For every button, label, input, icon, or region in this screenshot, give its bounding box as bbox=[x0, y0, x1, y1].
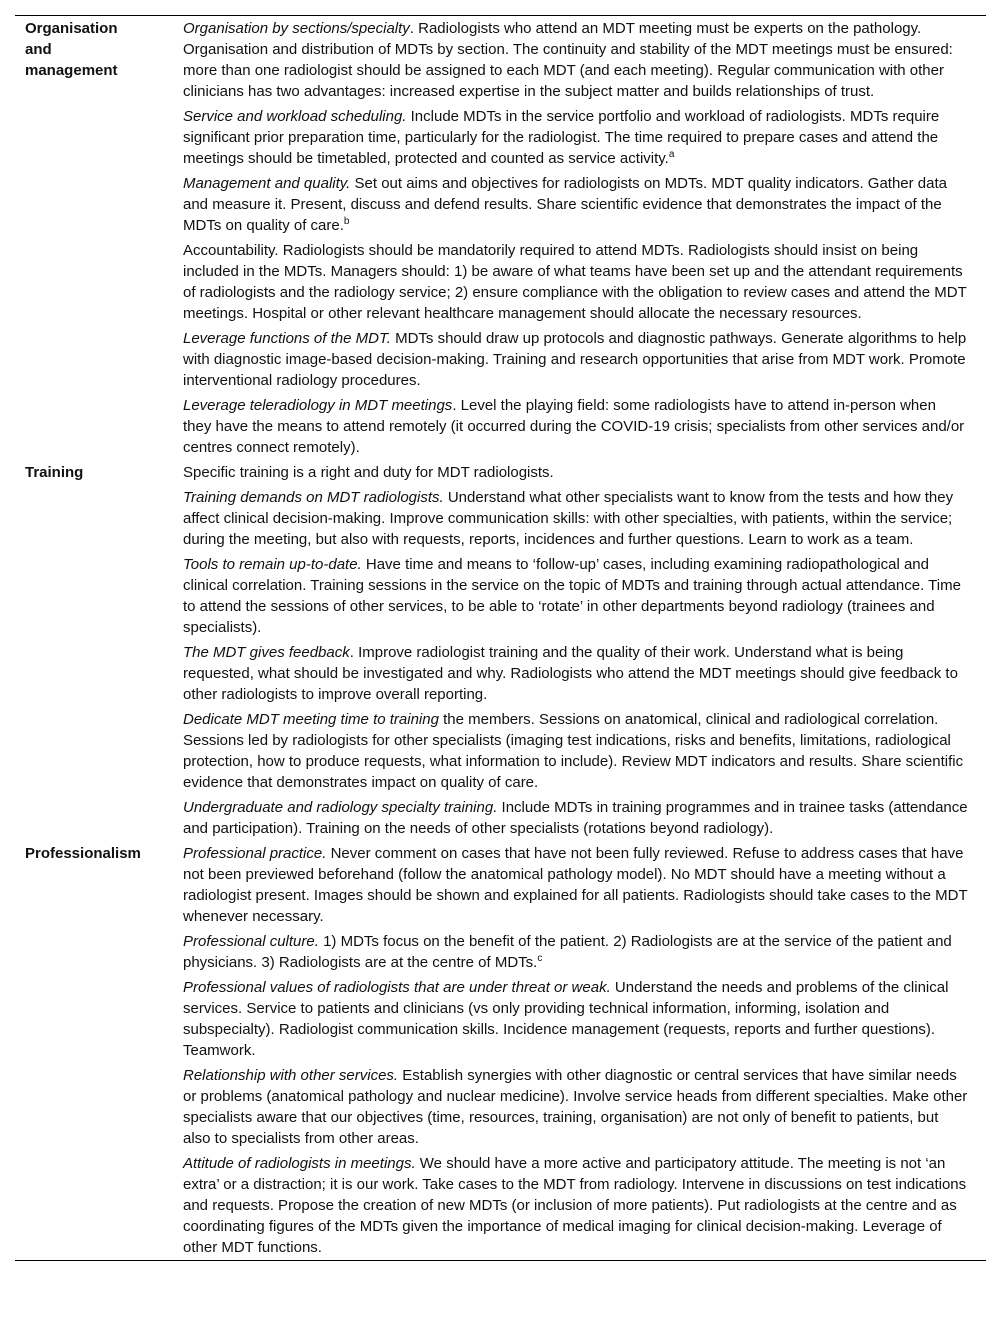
item-heading: Leverage teleradiology in MDT meetings bbox=[183, 397, 453, 414]
item-text: Set out aims and objectives for radiologists on MDTs. MDT quality indicators. Gather data and measure it. Present, discuss and defend results. Share scientific evidence that demonstrates the impact of the MDTs on quality of care. bbox=[183, 175, 948, 234]
table-row bbox=[15, 16, 986, 460]
item-text: Understand what other specialists want to know from the tests and how they affect clinical decision-making. Improve communication skills: with other specialties, with patients, within the service; during the meeting, but also with requests, reports, incidences and further questions. Learn to work as a team. bbox=[183, 489, 954, 548]
item-heading: Professional values of radiologists that are under threat or weak. bbox=[183, 979, 611, 996]
table bbox=[15, 16, 986, 1260]
item-text: Establish synergies with other diagnostic or central services that have similar needs or problems (anatomical pathology and nuclear medicine). Involve service heads from different specialties. Make other specialists aware that our objectives (time, resources, training, organisation) are not only of benefit to patients, but also to specialists from other areas. bbox=[183, 1067, 968, 1147]
list-item bbox=[183, 929, 968, 975]
footnote-marker: a bbox=[668, 149, 675, 160]
item-heading: Training demands on MDT radiologists. bbox=[183, 489, 444, 506]
item-heading: Dedicate MDT meeting time to training bbox=[183, 711, 439, 728]
list-item bbox=[183, 171, 968, 238]
list-item bbox=[183, 326, 968, 393]
item-text: . Improve radiologist training and the quality of their work. Understand what is being requested, what should be investigated and why. Radiologists who attend the MDT meetings should give feedback to other radiologists to improve overall reporting. bbox=[183, 644, 958, 703]
row-label bbox=[15, 16, 183, 460]
item-text: Never comment on cases that have not been fully reviewed. Refuse to address cases that have not been previewed beforehand (follow the anatomical pathology model). No MDT should have a meeting without a radiologist present. Images should be shown and explained for all patients. Radiologists should take cases to the MDT whenever necessary. bbox=[183, 845, 968, 925]
item-text: Have time and means to ‘follow-up’ cases, including examining radiopathological and clinical correlation. Training sessions in the service on the topic of MDTs and training through actual attendance. Time to attend the sessions of other services, to be able to ‘rotate’ in other departments beyond radiology (trainees and specialists). bbox=[183, 556, 961, 636]
table-row bbox=[15, 841, 986, 1260]
list-item bbox=[183, 975, 968, 1063]
item-text: Specific training is a right and duty for MDT radiologists. bbox=[183, 464, 554, 481]
row-content bbox=[183, 16, 986, 460]
list-item bbox=[183, 485, 968, 552]
item-heading: Tools to remain up-to-date. bbox=[183, 556, 362, 573]
item-text: Include MDTs in training programmes and in trainee tasks (attendance and participation). Training on the needs of other specialists (rotations beyond radiology). bbox=[183, 799, 968, 837]
row-label bbox=[15, 460, 183, 841]
row-content bbox=[183, 460, 986, 841]
list-item bbox=[183, 707, 968, 795]
item-text: . Radiologists who attend an MDT meeting must be experts on the pathology. Organisation and distribution of MDTs by section. The continuity and stability of the MDT meetings must be ensured: more than one radiologist should be assigned to each MDT (and each meeting). Regular communication with other clinicians has two advantages: increased expertise in the subject matter and builds relationships of trust. bbox=[183, 20, 953, 100]
list-item bbox=[183, 104, 968, 171]
item-heading: The MDT gives feedback bbox=[183, 644, 350, 661]
row-label-text: Training bbox=[25, 464, 84, 481]
item-heading: Professional practice. bbox=[183, 845, 327, 862]
item-text: MDTs should draw up protocols and diagnostic pathways. Generate algorithms to help with diagnostic image-based decision-making. Training and research opportunities that arise from MDT work. Promote interventional radiology procedures. bbox=[183, 330, 967, 389]
footnote-marker: b bbox=[343, 216, 350, 227]
recommendations-table bbox=[15, 15, 986, 1261]
list-item bbox=[183, 640, 968, 707]
list-item bbox=[183, 552, 968, 640]
list-item bbox=[183, 460, 968, 485]
item-heading: Relationship with other services. bbox=[183, 1067, 399, 1084]
item-text: Accountability. Radiologists should be mandatorily required to attend MDTs. Radiologists should insist on being included in the MDTs. Managers should: 1) be aware of what teams have been set up and the attendant requirements of radiologists and the radiology service; 2) ensure compliance with the obligation to review cases and attend the MDT meetings. Hospital or other relevant healthcare management should allocate the necessary resources. bbox=[183, 242, 967, 322]
item-heading: Attitude of radiologists in meetings. bbox=[183, 1155, 416, 1172]
list-item bbox=[183, 16, 968, 104]
row-content bbox=[183, 841, 986, 1260]
item-heading: Service and workload scheduling. bbox=[183, 108, 407, 125]
list-item bbox=[183, 1063, 968, 1151]
row-label bbox=[15, 841, 183, 1260]
list-item bbox=[183, 795, 968, 841]
item-text: Include MDTs in the service portfolio and workload of radiologists. MDTs require significant prior preparation time, particularly for the radiologist. The time required to prepare cases and attend the meetings should be timetabled, protected and counted as service activity. bbox=[183, 108, 940, 167]
item-heading: Leverage functions of the MDT. bbox=[183, 330, 391, 347]
item-heading: Organisation by sections/specialty bbox=[183, 20, 410, 37]
item-heading: Professional culture. bbox=[183, 933, 319, 950]
item-text: . Level the playing field: some radiologists have to attend in-person when they have the means to attend remotely (it occurred during the COVID-19 crisis; specialists from other services and/or centres connect remotely). bbox=[183, 397, 965, 456]
item-heading: Undergraduate and radiology specialty training. bbox=[183, 799, 498, 816]
list-item bbox=[183, 238, 968, 326]
row-label-text: Organisation and management bbox=[25, 20, 118, 79]
list-item bbox=[183, 841, 968, 929]
table-row bbox=[15, 460, 986, 841]
item-text: 1) MDTs focus on the benefit of the patient. 2) Radiologists are at the service of the patient and physicians. 3) Radiologists are at the centre of MDTs. bbox=[183, 933, 952, 971]
footnote-marker: c bbox=[537, 953, 543, 964]
item-text: the members. Sessions on anatomical, clinical and radiological correlation. Sessions led by radiologists for other specialists (imaging test indications, risks and benefits, limitations, radiological protection, how to produce requests, what information to include). Review MDT indicators and results. Share scientific evidence that demonstrates impact on quality of care. bbox=[183, 711, 964, 791]
row-label-text: Professionalism bbox=[25, 845, 141, 862]
list-item bbox=[183, 393, 968, 460]
list-item bbox=[183, 1151, 968, 1260]
item-heading: Management and quality. bbox=[183, 175, 351, 192]
item-text: We should have a more active and participatory attitude. The meeting is not ‘an extra’ or a distraction; it is our work. Take cases to the MDT from radiology. Intervene in discussions on test indications and requests. Propose the creation of new MDTs (or inclusion of more patients). Put radiologists at the centre and as coordinating figures of the MDTs given the importance of medical imaging for clinical decision-making. Leverage of other MDT functions. bbox=[183, 1155, 967, 1256]
item-text: Understand the needs and problems of the clinical services. Service to patients and clinicians (vs only providing technical information, informing, isolation and subspecialty). Radiologist communication skills. Incidence management (requests, reports and further questions). Teamwork. bbox=[183, 979, 949, 1059]
